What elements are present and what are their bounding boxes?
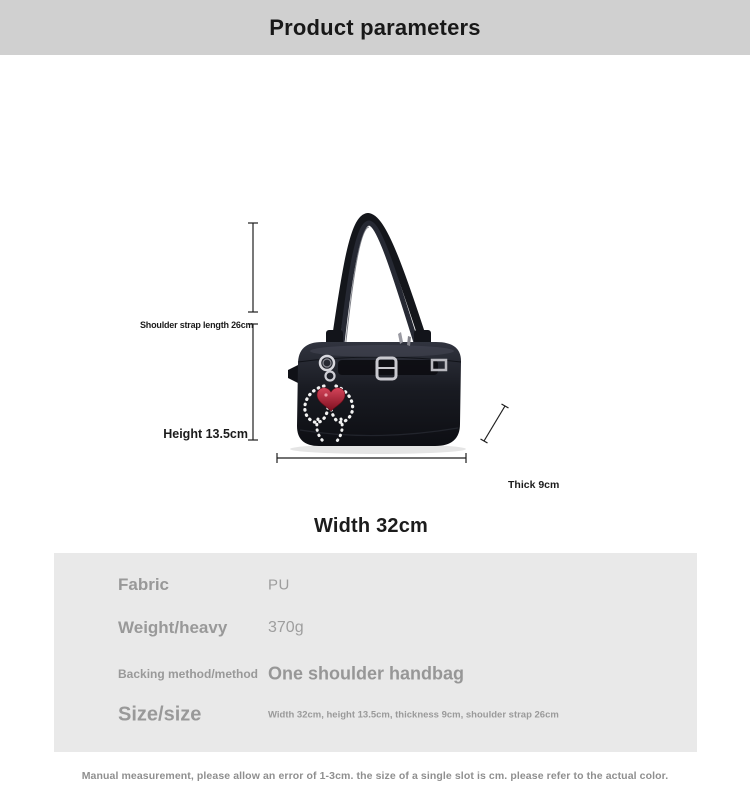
handbag-illustration bbox=[0, 55, 750, 525]
width-measure-line bbox=[277, 453, 466, 463]
spec-value: One shoulder handbag bbox=[268, 663, 465, 684]
spec-row-backing-method bbox=[54, 662, 697, 686]
spec-label: Weight/heavy bbox=[118, 618, 228, 637]
spec-value: Width 32cm, height 13.5cm, thickness 9cm, shoulder strap 26cm bbox=[268, 709, 559, 721]
spec-row-fabric bbox=[54, 575, 697, 595]
thickness-measure-line bbox=[481, 404, 509, 443]
spec-value: 370g bbox=[268, 619, 304, 636]
bag-handles bbox=[334, 217, 427, 352]
buckle bbox=[338, 358, 446, 379]
spec-label: Size/size bbox=[118, 703, 202, 726]
spec-row-weight bbox=[54, 618, 697, 638]
height-measure-line bbox=[248, 324, 258, 440]
spec-row-size bbox=[54, 702, 697, 728]
height-label: Height 13.5cm bbox=[163, 427, 248, 441]
section-header bbox=[0, 0, 750, 55]
shoulder-strap-measure-line bbox=[248, 223, 258, 312]
spec-label: Backing method/method bbox=[118, 667, 259, 681]
shoulder-strap-label: Shoulder strap length 26cm bbox=[140, 320, 254, 330]
footer bbox=[0, 766, 750, 784]
measurement-disclaimer: Manual measurement, please allow an error of 1-3cm. the size of a single slot is cm. please refer to the actual color. bbox=[81, 770, 669, 782]
width-label: Width 32cm bbox=[313, 515, 429, 537]
product-figure bbox=[0, 55, 750, 537]
heart-charm bbox=[305, 356, 353, 442]
specs-panel bbox=[54, 553, 697, 752]
spec-label: Fabric bbox=[118, 575, 170, 594]
measurement-lines bbox=[248, 223, 509, 463]
spec-value: PU bbox=[268, 576, 290, 594]
page-title: Product parameters bbox=[269, 14, 481, 40]
zipper-pulls bbox=[398, 332, 411, 346]
thickness-label: Thick 9cm bbox=[508, 479, 560, 491]
